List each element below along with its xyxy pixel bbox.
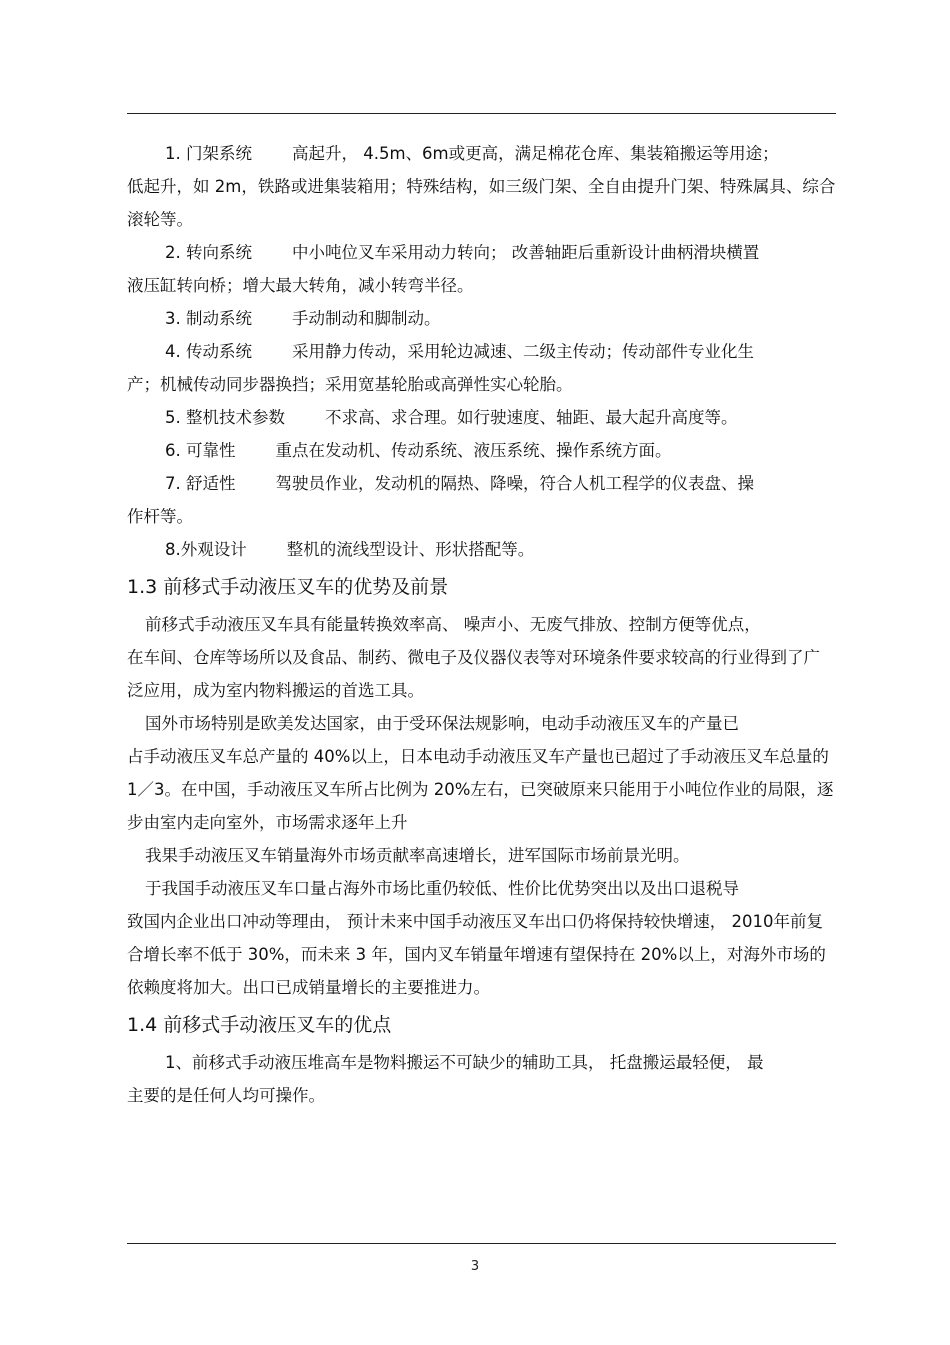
item-number: 3. xyxy=(165,309,181,328)
item-number: 5. xyxy=(165,408,181,427)
footer-rule xyxy=(127,1243,836,1244)
document-body xyxy=(127,137,836,1112)
list-item xyxy=(127,533,836,566)
item-title: 整机技术参数 xyxy=(186,408,285,427)
item-text: 中小吨位叉车采用动力转向； 改善轴距后重新设计曲柄滑块横置 xyxy=(292,243,760,262)
item-text-cont: 产；机械传动同步器换挡；采用宽基轮胎或高弹性实心轮胎。 xyxy=(127,375,573,394)
item-text: 重点在发动机、传动系统、液压系统、操作系统方面。 xyxy=(275,441,672,460)
item-title: 外观设计 xyxy=(180,540,247,559)
list-item xyxy=(127,434,836,467)
list-item xyxy=(127,335,836,401)
item-number: 7. xyxy=(165,474,181,493)
list-item xyxy=(127,467,836,533)
paragraph: 于我国手动液压叉车口量占海外市场比重仍较低、性价比优势突出以及出口退税导 致国内企业出口冲动等理由， 预计未来中国手动液压叉车出口仍将保持较快增速， 2010年前复合增长率不低于 30%，而未来 3 年，国内叉车销量年增速有望保持在 20%以上，对海外市场的依赖度将加大。出口已成销量增长的主要推进力。 xyxy=(127,879,826,997)
section-heading-1-3: 1.3 前移式手动液压叉车的优势及前景 xyxy=(127,576,449,598)
item-text: 驾驶员作业，发动机的隔热、降噪，符合人机工程学的仪表盘、操 xyxy=(275,474,754,493)
item-text-cont: 作杆等。 xyxy=(127,507,193,526)
section-heading-1-4: 1.4 前移式手动液压叉车的优点 xyxy=(127,1014,392,1036)
item-text: 不求高、求合理。如行驶速度、轴距、最大起升高度等。 xyxy=(325,408,738,427)
paragraph: 国外市场特别是欧美发达国家，由于受环保法规影响，电动手动液压叉车的产量已 占手动液压叉车总产量的 40%以上，日本电动手动液压叉车产量也已超过了手动液压叉车总量的 1／3。在中国，手动液压叉车所占比例为 20%左右，已突破原来只能用于小吨位作业的局限，逐步由室内走向室外，市场需求逐年上升 xyxy=(127,714,834,832)
page-number: 3 xyxy=(470,1259,480,1274)
paragraph: 前移式手动液压叉车具有能量转换效率高、 噪声小、无废气排放、控制方便等优点， 在车间、仓库等场所以及食品、制药、微电子及仪器仪表等对环境条件要求较高的行业得到了广泛应用，成为室内物料搬运的首选工具。 xyxy=(127,615,820,700)
section-1-3-body xyxy=(127,608,836,1004)
list-item xyxy=(127,401,836,434)
item-title: 制动系统 xyxy=(186,309,252,328)
item-text: 高起升， 4.5m、6m或更高，满足棉花仓库、集装箱搬运等用途； xyxy=(292,144,779,163)
item-number: 2. xyxy=(165,243,181,262)
item-title: 门架系统 xyxy=(186,144,252,163)
item-title: 舒适性 xyxy=(186,474,236,493)
item-text-cont: 低起升，如 2m，铁路或进集装箱用；特殊结构，如三级门架、全自由提升门架、特殊属具、综合滚轮等。 xyxy=(127,177,836,229)
item-title: 转向系统 xyxy=(186,243,252,262)
item-text-cont: 液压缸转向桥；增大最大转角，减小转弯半径。 xyxy=(127,276,474,295)
spec-list xyxy=(127,137,836,566)
item-text: 整机的流线型设计、形状搭配等。 xyxy=(286,540,535,559)
list-item: 1、前移式手动液压堆高车是物料搬运不可缺少的辅助工具， 托盘搬运最轻便， 最 主要的是任何人均可操作。 xyxy=(127,1053,764,1105)
item-number: 4. xyxy=(165,342,181,361)
item-title: 传动系统 xyxy=(186,342,252,361)
section-1-4-body xyxy=(127,1046,836,1112)
item-number: 1. xyxy=(165,144,181,163)
item-number: 6. xyxy=(165,441,181,460)
list-item xyxy=(127,302,836,335)
paragraph: 我果手动液压叉车销量海外市场贡献率高速增长，进军国际市场前景光明。 xyxy=(145,846,690,865)
list-item xyxy=(127,236,836,302)
item-title: 可靠性 xyxy=(186,441,236,460)
item-number: 8. xyxy=(165,540,181,559)
list-item xyxy=(127,137,836,236)
item-text: 采用静力传动，采用轮边减速、二级主传动；传动部件专业化生 xyxy=(292,342,754,361)
header-rule xyxy=(127,113,836,114)
item-text: 手动制动和脚制动。 xyxy=(292,309,441,328)
